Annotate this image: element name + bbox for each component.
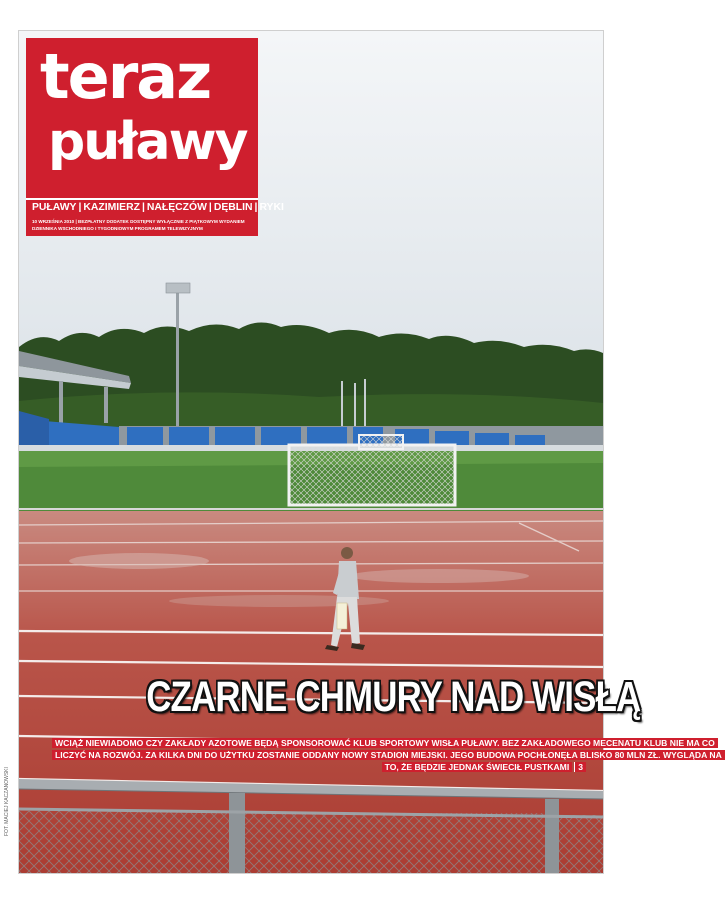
- issue-info: [32, 218, 254, 232]
- photo-credit: FOT. MACIEJ KACZANOWSKI: [4, 767, 10, 836]
- town-separator: |: [141, 202, 145, 213]
- issue-info-line2: DZIENNIKA WSCHODNIEGO I TYGODNIOWYM PROGRAMEM TELEWIZYJNYM: [32, 226, 203, 231]
- masthead-divider: [26, 198, 258, 200]
- town-pulawy: PUŁAWY: [32, 202, 77, 213]
- cover-lead: [52, 737, 722, 773]
- town-kazimierz: KAZIMIERZ: [83, 202, 140, 213]
- lead-line-2: LICZYĆ NA ROZWÓJ. ZA KILKA DNI DO UŻYTKU ZOSTANIE ODDANY NOWY STADION MIEJSKI. JEGO BUDOWA POCHŁONĘŁA BLISKO 80 MLN ZŁ. WYGLĄDA NA: [52, 750, 725, 760]
- masthead: [26, 38, 284, 236]
- page-reference: 3: [574, 762, 586, 772]
- town-list: [32, 202, 284, 213]
- issue-info-line1: 10 WRZEŚNIA 2010 | BEZPŁATNY DODATEK DOSTĘPNY WYŁĄCZNIE Z PIĄTKOWYM WYDANIEM: [32, 219, 245, 224]
- lead-line-1: WCIĄŻ NIEWIADOMO CZY ZAKŁADY AZOTOWE BĘDĄ SPONSOROWAĆ KLUB SPORTOWY WISŁA PUŁAWY. BEZ ZAKŁADOWEGO MECENATU KLUB NIE MA CO: [52, 738, 718, 748]
- logo-pulawy: puławy: [48, 112, 247, 172]
- lead-line-3: TO, ŻE BĘDZIE JEDNAK ŚWIECIŁ PUSTKAMI: [382, 762, 573, 772]
- cover-headline: CZARNE CHMURY NAD WISŁĄ: [146, 674, 641, 721]
- town-deblin: DĘBLIN: [213, 202, 253, 213]
- newspaper-cover: [18, 30, 722, 874]
- logo-teraz: teraz: [40, 40, 211, 113]
- town-separator: |: [78, 202, 82, 213]
- town-separator: |: [254, 202, 258, 213]
- town-naleczow: NAŁĘCZÓW: [146, 202, 207, 213]
- town-separator: |: [208, 202, 212, 213]
- town-ryki: RYKI: [259, 202, 284, 213]
